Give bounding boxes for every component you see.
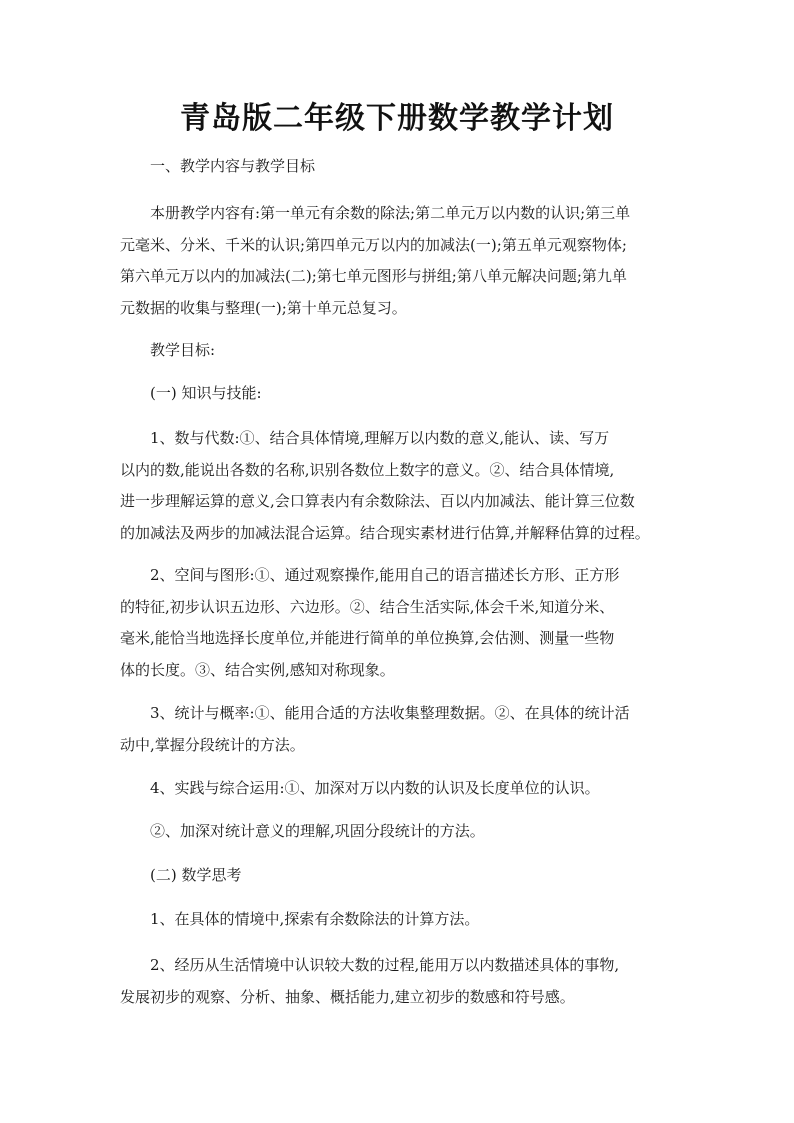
statistics-line-2: 动中,掌握分段统计的方法。 (120, 735, 305, 754)
space-line-2: 的特征,初步认识五边形、六边形。②、结合生活实际,体会千米,知道分米、 (120, 597, 615, 616)
thinking-2-line-2: 发展初步的观察、分析、抽象、概括能力,建立初步的数感和符号感。 (120, 987, 575, 1006)
content-paragraph (120, 198, 680, 324)
goals-label: 教学目标: (150, 341, 216, 359)
space-line-1: 2、空间与图形:①、通过观察操作,能用自己的语言描述长方形、正方形 (150, 566, 620, 584)
page-title: 青岛版二年级下册数学教学计划 (180, 101, 614, 136)
algebra-line-4: 的加减法及两步的加减法混合运算。结合现实素材进行估算,并解释估算的过程。 (120, 523, 650, 542)
algebra-line-2: 以内的数,能说出各数的名称,识别各数位上数字的意义。②、结合具体情境, (120, 460, 615, 479)
item-practice: 4、实践与综合运用:①、加深对万以内数的认识及长度单位的认识。 (150, 779, 600, 797)
content-line-2: 元毫米、分米、千米的认识;第四单元万以内的加减法(一);第五单元观察物体; (120, 235, 627, 254)
content-line-3: 第六单元万以内的加减法(二);第七单元图形与拼组;第八单元解决问题;第九单 (120, 267, 627, 285)
subsection-knowledge-skills: (一) 知识与技能: (150, 384, 262, 402)
thinking-item-1: 1、在具体的情境中,探索有余数除法的计算方法。 (150, 910, 480, 928)
algebra-line-1: 1、数与代数:①、结合具体情境,理解万以内数的意义,能认、读、写万 (150, 429, 610, 447)
space-line-4: 体的长度。③、结合实例,感知对称现象。 (120, 660, 395, 679)
statistics-line-1: 3、统计与概率:①、能用合适的方法收集整理数据。②、在具体的统计活 (150, 704, 630, 722)
subsection-math-thinking: (二) 数学思考 (150, 866, 242, 884)
item-numbers-algebra (120, 423, 680, 549)
item-space-shape (120, 560, 680, 686)
section-one-heading: 一、教学内容与教学目标 (150, 157, 316, 175)
thinking-item-2 (120, 950, 680, 1013)
space-line-3: 毫米,能恰当地选择长度单位,并能进行简单的单位换算,会估测、测量一些物 (120, 629, 615, 647)
thinking-2-line-1: 2、经历从生活情境中认识较大数的过程,能用万以内数描述具体的事物, (150, 956, 620, 974)
content-line-1: 本册教学内容有:第一单元有余数的除法;第二单元万以内数的认识;第三单 (150, 204, 631, 222)
item-practice-continued: ②、加深对统计意义的理解,巩固分段统计的方法。 (150, 822, 485, 840)
item-statistics (120, 698, 680, 761)
algebra-line-3: 进一步理解运算的意义,会口算表内有余数除法、百以内加减法、能计算三位数 (120, 492, 635, 510)
content-line-4: 元数据的收集与整理(一);第十单元总复习。 (120, 298, 407, 317)
